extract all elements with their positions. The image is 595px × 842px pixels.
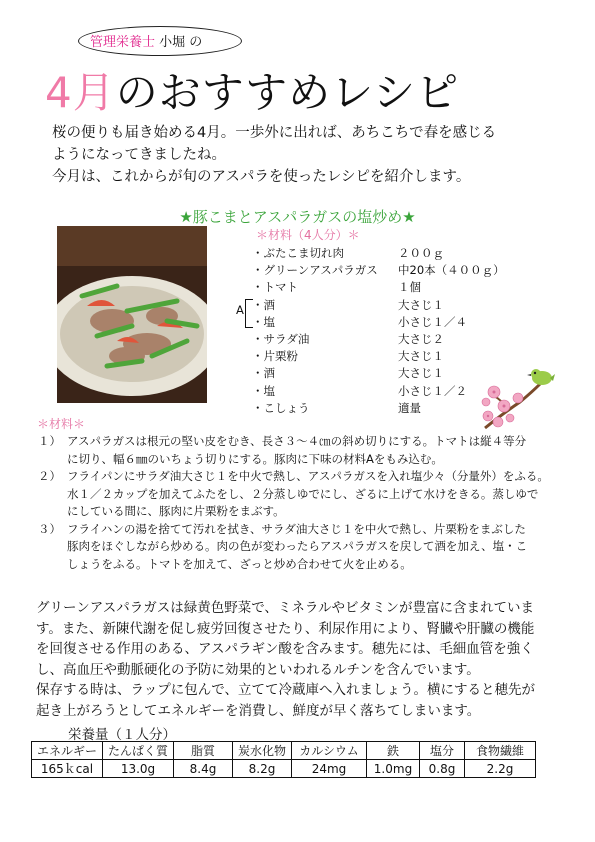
dish-photo — [57, 226, 207, 403]
ingredient-name: ・グリーンアスパラガス — [252, 263, 378, 278]
nutrition-title: 栄養量（１人分） — [68, 727, 176, 743]
nutrition-value: 13.0g — [103, 760, 174, 778]
ingredient-name: ・片栗粉 — [252, 349, 298, 364]
step-line: アスパラガスは根元の堅い皮をむき、長さ３～４㎝の斜め切りにする。トマトは縦４等分 — [67, 434, 527, 448]
steps-heading: ＊材料＊ — [37, 417, 86, 431]
ingredient-name: ・トマト — [252, 280, 298, 295]
ingredient-amount: 大さじ１ — [398, 349, 444, 364]
info-line: グリーンアスパラガスは緑黄色野菜で、ミネラルやビタミンが豊富に含まれていま — [36, 600, 535, 616]
nutrition-header: 炭水化物 — [233, 742, 292, 760]
nutrition-value: 24mg — [292, 760, 367, 778]
nutrition-header-row — [32, 742, 536, 760]
ingredient-name: ・塩 — [252, 314, 275, 329]
steps-list — [38, 433, 578, 573]
ingredient-amount: 小さじ１／４ — [398, 314, 467, 329]
step-line: しょうをふる。トマトを加えて、ざっと炒め合わせて火を止める。 — [67, 556, 412, 571]
ingredient-name: ・こしょう — [252, 400, 310, 415]
author-label — [90, 31, 202, 50]
nutrition-header: 食物繊維 — [465, 742, 536, 760]
ingredient-amount: 中20本（４００ｇ） — [398, 263, 505, 278]
nutrition-value: 1.0mg — [367, 760, 420, 778]
step-line: にしている間に、豚肉に片栗粉をまぶす。 — [67, 504, 285, 518]
page-title — [45, 60, 459, 120]
intro-line: 桜の便りも届き始める4月。一歩外に出れば、あちこちで春を感じる — [52, 125, 497, 141]
group-a-label: A — [236, 303, 244, 317]
nutrition-value-row — [32, 760, 536, 778]
info-line: を回復させる作用のある、アスパラギン酸を含みます。穂先には、毛細血管を強く — [36, 641, 534, 657]
nutrition-header: 鉄 — [367, 742, 420, 760]
group-a-bracket — [245, 299, 253, 328]
nutrition-value: 2.2g — [465, 760, 536, 778]
nutrition-value: 8.4g — [174, 760, 233, 778]
nutrition-header: たんぱく質 — [103, 742, 174, 760]
step-line: フライハンの湯を捨てて汚れを拭き、サラダ油大さじ１を中火で熱し、片栗粉をまぶした — [67, 521, 526, 536]
asparagus-info — [36, 598, 535, 721]
nutrition-header: 脂質 — [174, 742, 233, 760]
step-number: １） — [38, 434, 61, 448]
ingredient-amount: ２００ｇ — [398, 246, 444, 260]
ingredient-amount: 適量 — [398, 400, 421, 415]
ingredients-heading: ＊材料（4人分）＊ — [256, 228, 360, 242]
nutrition-value: 8.2g — [233, 760, 292, 778]
ingredient-name: ・サラダ油 — [252, 331, 310, 346]
ingredient-name: ・酒 — [252, 297, 275, 312]
step-line: フライパンにサラダ油大さじ１を中火で熱し、アスパラガスを入れ塩少々（分量外）をふる。 — [67, 469, 549, 483]
info-line: 起き上がろうとしてエネルギーを消費し、鮮度が早く落ちてしまいます。 — [36, 702, 481, 719]
title-month: 4月 — [45, 68, 116, 117]
info-line: 保存する時は、ラップに包んで、立てて冷蔵庫へ入れましょう。横にすると穂先が — [36, 682, 535, 698]
ingredient-name: ・ぶたこま切れ肉 — [252, 246, 344, 260]
nutrition-header: 塩分 — [420, 742, 465, 760]
nutrition-header: カルシウム — [292, 742, 367, 760]
step-line: に切り、幅６㎜のいちょう切りにする。豚肉に下味の材料Aをもみ込む。 — [67, 451, 443, 466]
author-name: 小堀 の — [159, 35, 203, 50]
info-line: す。また、新陳代謝を促し疲労回復させたり、利尿作用により、腎臓や肝臓の機能 — [36, 620, 535, 637]
ingredient-name: ・酒 — [252, 366, 275, 381]
nutrition-value: 165ｋcal — [32, 760, 103, 778]
nutrition-table — [31, 741, 536, 778]
step-number: ３） — [38, 521, 61, 536]
intro-line: ようになってきましたね。 — [52, 147, 226, 163]
ingredient-amount: 大さじ１ — [398, 297, 444, 312]
ingredient-name: ・塩 — [252, 383, 275, 398]
blossom-bird-illustration — [480, 362, 555, 432]
ingredient-amount: 小さじ１／２ — [398, 383, 467, 398]
recipe-title: ★豚こまとアスパラガスの塩炒め★ — [179, 208, 416, 226]
ingredient-amount: 大さじ２ — [398, 331, 444, 346]
nutrition-value: 0.8g — [420, 760, 465, 778]
nutritionist-label: 管理栄養士 — [90, 35, 156, 50]
intro-paragraph — [52, 122, 496, 188]
title-rest: のおすすめレシピ — [115, 68, 460, 117]
step-line: 水１／２カップを加えてふたをし、２分蒸しゆでにし、ざるに上げて水けをきる。蒸しゆで — [67, 486, 539, 501]
step-number: ２） — [38, 469, 61, 483]
step-item — [38, 521, 578, 574]
nutrition-header: エネルギー — [32, 742, 103, 760]
ingredient-amount: １個 — [398, 280, 421, 295]
info-line: し、高血圧や動脈硬化の予防に効果的といわれるルチンを含んでいます。 — [36, 661, 480, 678]
step-item — [38, 433, 578, 468]
step-line: 豚肉をほぐしながら炒める。肉の色が変わったらアスパラガスを戻して酒を加え、塩・こ — [67, 539, 528, 553]
step-item — [38, 468, 578, 521]
ingredient-amount: 大さじ１ — [398, 366, 444, 381]
intro-line: 今月は、これからが旬のアスパラを使ったレシピを紹介します。 — [52, 169, 471, 185]
